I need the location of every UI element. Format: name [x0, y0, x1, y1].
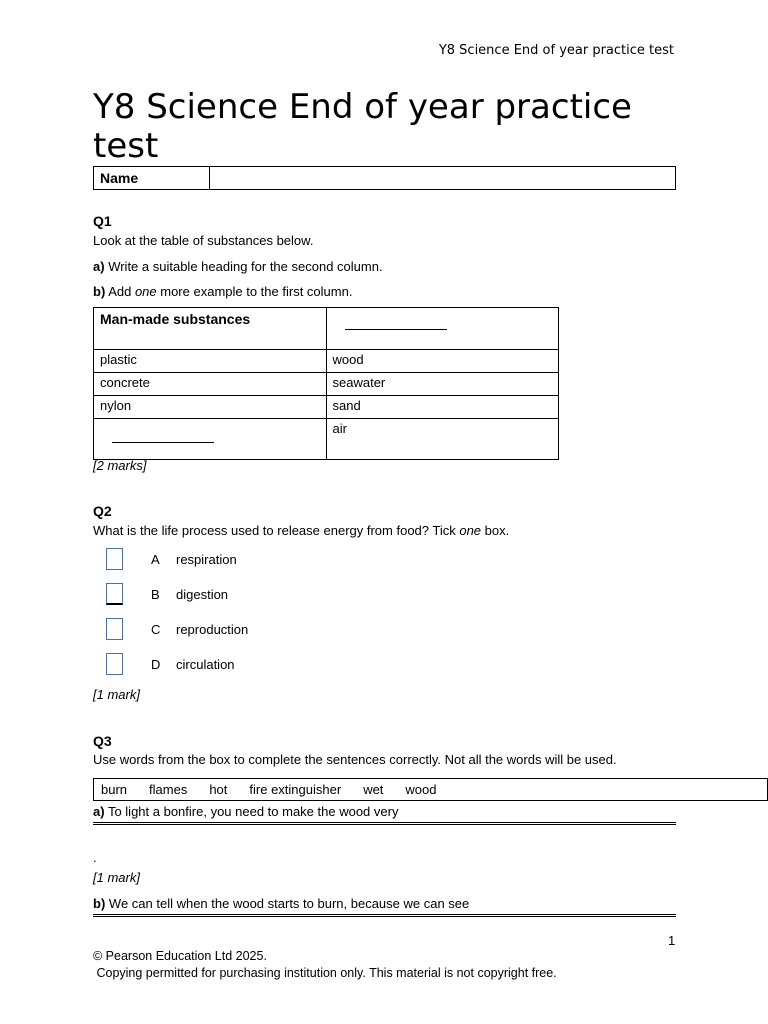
q2-heading: Q2: [93, 503, 112, 519]
q3-intro: Use words from the box to complete the sentences correctly. Not all the words will be used.: [93, 752, 617, 767]
q2-intro-post: box.: [481, 523, 510, 538]
option-b: [106, 583, 228, 605]
page-number: 1: [668, 933, 676, 948]
tick-box-a[interactable]: [106, 548, 123, 570]
q3-a-end: .: [93, 850, 97, 865]
word-bank-item: wood: [405, 782, 437, 797]
option-text: digestion: [176, 586, 229, 602]
q1-heading: Q1: [93, 213, 112, 229]
tick-box-d[interactable]: [106, 653, 123, 675]
footer-permission: Copying permitted for purchasing institution only. This material is not copyright free.: [93, 966, 557, 980]
option-letter: D: [151, 656, 161, 672]
option-text: circulation: [176, 656, 235, 672]
option-a: [106, 548, 237, 570]
name-label: Name: [94, 167, 210, 189]
col1-heading: Man-made substances: [94, 308, 327, 350]
tick-box-c[interactable]: [106, 618, 123, 640]
q1-a-text: Write a suitable heading for the second column.: [108, 259, 383, 274]
table-cell: sand: [326, 396, 559, 419]
option-text: respiration: [176, 551, 237, 567]
word-bank-item: fire extinguisher: [249, 782, 342, 797]
q1-b-text-pre: Add: [108, 284, 135, 299]
q1-b-label: b): [93, 284, 106, 299]
q2-marks: [1 mark]: [93, 687, 140, 702]
q3-a-text: To light a bonfire, you need to make the wood very: [107, 804, 399, 819]
footer-copyright: © Pearson Education Ltd 2025.: [93, 949, 267, 963]
option-text: reproduction: [176, 621, 249, 637]
col1-answer-blank[interactable]: [94, 419, 327, 460]
table-cell: nylon: [94, 396, 327, 419]
word-bank: [93, 778, 768, 801]
table-cell: plastic: [94, 350, 327, 373]
table-cell: air: [326, 419, 559, 460]
tick-box-b[interactable]: [106, 583, 123, 605]
q3-a-label: a): [93, 804, 105, 819]
q3-b-text: We can tell when the wood starts to burn, because we can see: [108, 896, 470, 911]
option-letter: B: [151, 586, 160, 602]
q1-b-text-em: one: [134, 284, 157, 299]
word-bank-item: burn: [101, 782, 128, 797]
word-bank-item: wet: [363, 782, 384, 797]
footer: [93, 948, 557, 982]
page-title: Y8 Science End of year practice test: [93, 87, 632, 166]
option-c: [106, 618, 248, 640]
q3-heading: Q3: [93, 733, 112, 749]
option-d: [106, 653, 235, 675]
table-cell: wood: [326, 350, 559, 373]
running-header: Y8 Science End of year practice test: [438, 43, 674, 58]
q1-b-text-post: more example to the first column.: [156, 284, 353, 299]
option-letter: C: [151, 621, 161, 637]
q1-a-label: a): [93, 259, 105, 274]
q2-intro-pre: What is the life process used to release energy from food? Tick: [93, 523, 460, 538]
col2-heading-blank[interactable]: [326, 308, 559, 350]
name-input-cell[interactable]: [210, 167, 675, 189]
q1-part-b: [93, 284, 352, 299]
word-bank-item: flames: [149, 782, 188, 797]
answer-line-a[interactable]: [93, 822, 676, 825]
table-cell: concrete: [94, 373, 327, 396]
name-field-table: [93, 166, 676, 190]
q3-part-b: [93, 896, 469, 911]
table-cell: seawater: [326, 373, 559, 396]
answer-blank-line: [345, 329, 447, 330]
answer-line-b[interactable]: [93, 914, 676, 917]
q3-part-a: [93, 804, 398, 819]
q1-marks: [2 marks]: [93, 458, 147, 473]
option-letter: A: [151, 551, 160, 567]
q3-a-marks: [1 mark]: [93, 870, 140, 885]
answer-blank-line: [112, 442, 214, 443]
substances-table: [93, 307, 559, 460]
q1-intro: Look at the table of substances below.: [93, 233, 314, 248]
q1-part-a: [93, 259, 383, 274]
q2-intro: [93, 523, 509, 538]
word-bank-item: hot: [209, 782, 228, 797]
q2-intro-em: one: [459, 523, 482, 538]
q3-b-label: b): [93, 896, 106, 911]
